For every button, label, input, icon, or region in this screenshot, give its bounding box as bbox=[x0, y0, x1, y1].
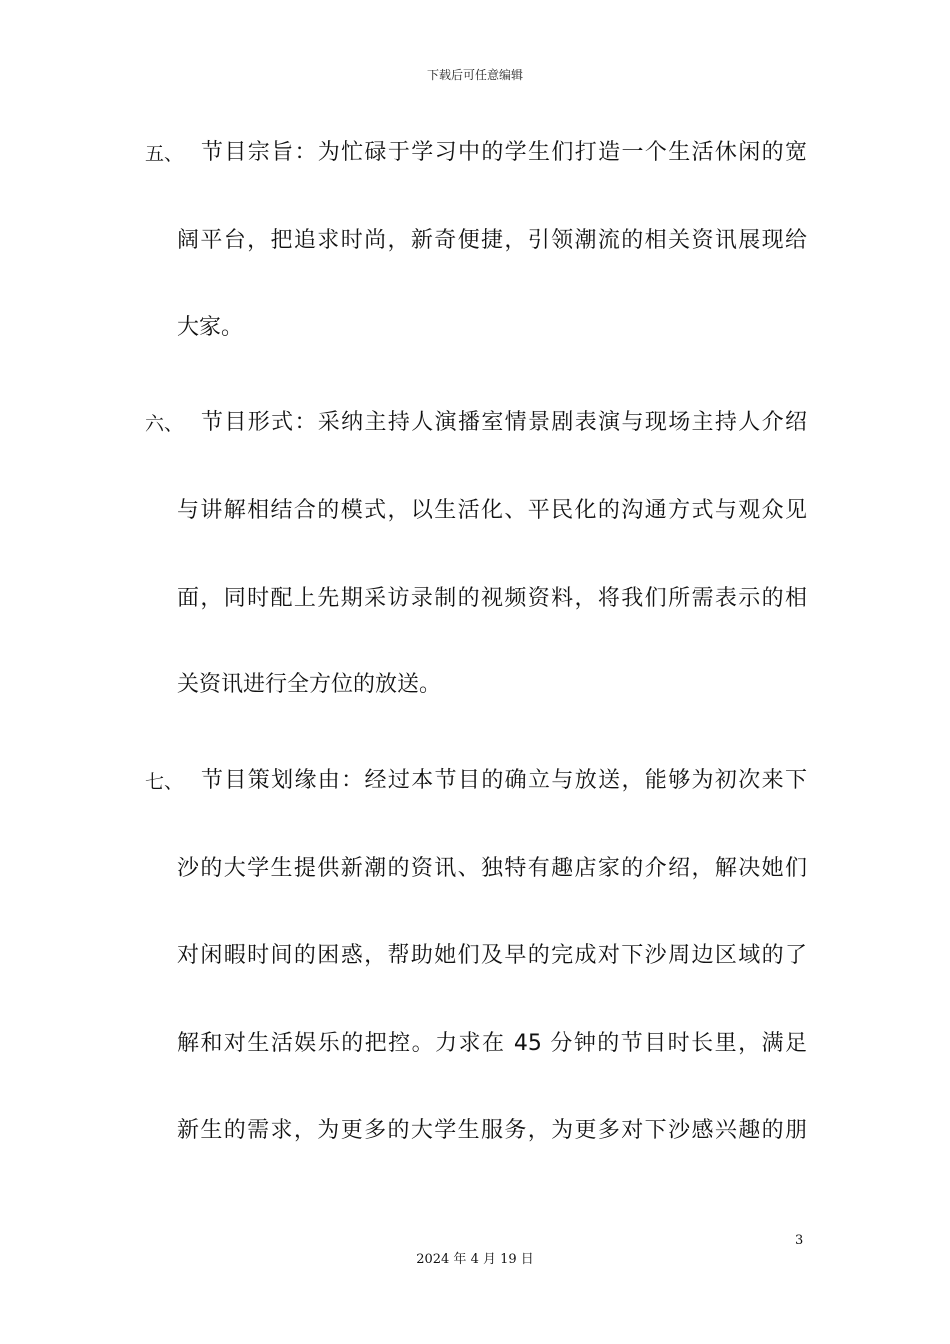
section-marker: 七、 bbox=[145, 771, 184, 793]
footer-date: 2024 年 4 月 19 日 bbox=[416, 1252, 534, 1267]
paragraph-line: 大家。 bbox=[177, 315, 244, 340]
paragraph-line: 阔平台，把追求时尚，新奇便捷，引领潮流的相关资讯展现给 bbox=[177, 228, 807, 253]
page-header: 下载后可任意编辑 bbox=[426, 68, 523, 82]
paragraph-line: 面，同时配上先期采访录制的视频资料，将我们所需表示的相 bbox=[177, 586, 807, 611]
paragraph-line: 解和对生活娱乐的把控。力求在 45 分钟的节目时长里，满足 bbox=[177, 1031, 807, 1056]
paragraph-line: 节目策划缘由：经过本节目的确立与放送，能够为初次来下 bbox=[201, 768, 807, 793]
section-marker: 五、 bbox=[145, 143, 184, 165]
paragraph-line: 节目形式：采纳主持人演播室情景剧表演与现场主持人介绍 bbox=[201, 410, 807, 435]
paragraph-line: 节目宗旨：为忙碌于学习中的学生们打造一个生活休闲的宽 bbox=[201, 140, 807, 165]
paragraph-line: 对闲暇时间的困惑，帮助她们及早的完成对下沙周边区域的了 bbox=[177, 943, 807, 968]
paragraph-line: 关资讯进行全方位的放送。 bbox=[177, 672, 442, 697]
paragraph-line: 新生的需求，为更多的大学生服务，为更多对下沙感兴趣的朋 bbox=[177, 1118, 807, 1143]
paragraph-line: 沙的大学生提供新潮的资讯、独特有趣店家的介绍，解决她们 bbox=[177, 856, 807, 881]
page-number: 3 bbox=[795, 1233, 804, 1248]
paragraph-line: 与讲解相结合的模式，以生活化、平民化的沟通方式与观众见 bbox=[177, 498, 807, 523]
section-marker: 六、 bbox=[145, 413, 184, 435]
